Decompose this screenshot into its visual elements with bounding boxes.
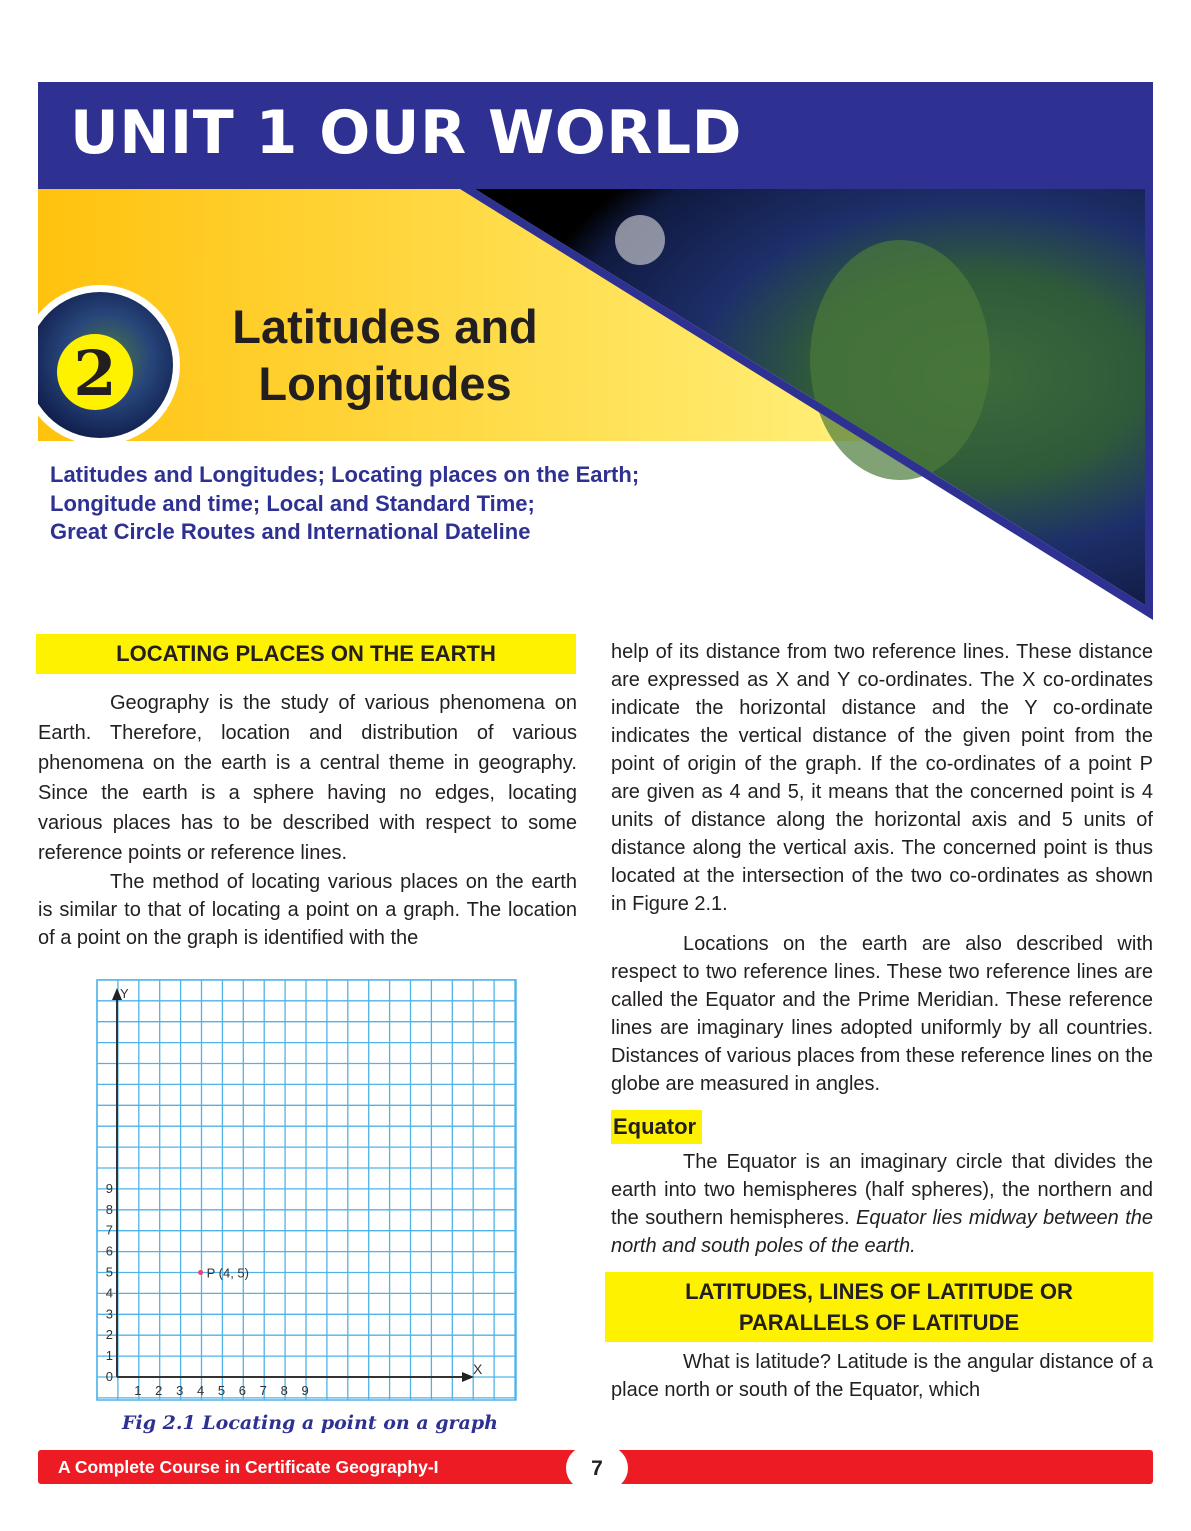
paragraph: Geography is the study of various phenomena on Earth. Therefore, location and distribution of various phenomena on the earth is a central theme in geography. Since the earth is a sphere having no edges, locating various places has to be described with respect to some reference points or reference lines. xyxy=(38,692,577,864)
paragraph-italic-text: Equator lies midway between the north and south poles of the earth. xyxy=(611,1207,1153,1257)
chapter-title-line: Longitudes xyxy=(258,357,512,410)
subheading-equator: Equator xyxy=(611,1110,702,1144)
y-tick-label: 4 xyxy=(105,1285,113,1301)
graph-figure xyxy=(96,978,520,1406)
figure-caption: Fig 2.1 Locating a point on a graph xyxy=(122,1412,498,1434)
paragraph: What is latitude? Latitude is the angular distance of a place north or south of the Equator, which xyxy=(611,1351,1153,1401)
book-title: A Complete Course in Certificate Geography-I xyxy=(58,1457,439,1477)
left-column xyxy=(38,688,577,952)
y-tick-label: 9 xyxy=(105,1180,113,1196)
x-tick-label: 1 xyxy=(134,1383,142,1398)
section-heading: LOCATING PLACES ON THE EARTH xyxy=(36,634,576,674)
x-axis-label: X xyxy=(473,1361,483,1377)
unit-title: UNIT 1 OUR WORLD xyxy=(70,98,742,168)
paragraph: Locations on the earth are also described with respect to two reference lines. These two reference lines are called the Equator and the Prime Meridian. These reference lines are imaginary lines adopted uniformly by all countries. Distances of various places from these reference lines on the globe are measured in angles. xyxy=(611,933,1153,1095)
y-tick-label: 2 xyxy=(105,1327,113,1343)
south-america-landmass xyxy=(810,240,990,480)
topic-line: Latitudes and Longitudes; Locating places on the Earth; xyxy=(50,462,640,487)
x-tick-label: 6 xyxy=(238,1383,247,1398)
x-tick-label: 9 xyxy=(301,1383,309,1398)
clouds xyxy=(615,215,665,265)
paragraph: help of its distance from two reference lines. These distance are expressed as X and Y co-ordinates. The X co-ordinates indicate the horizontal distance and the Y co-ordinate indicates the vertical distance of the given point from the point of origin of the graph. If the co-ordinates of a point P are given as 4 and 5, it means that the concerned point is 4 units of distance along the horizontal axis and 5 units of distance along the vertical axis. The concerned point is thus located at the intersection of the two co-ordinates as shown in Figure 2.1. xyxy=(611,641,1153,915)
section-heading-line: LATITUDES, LINES OF LATITUDE OR xyxy=(685,1279,1073,1304)
chapter-number: 2 xyxy=(73,337,117,410)
x-tick-label: 2 xyxy=(155,1383,163,1398)
point-label: P (4, 5) xyxy=(206,1265,249,1281)
y-tick-label: 7 xyxy=(105,1222,113,1238)
paragraph: The method of locating various places on the earth is similar to that of locating a point on a graph. The location of a point on the graph is identified with the xyxy=(38,871,577,949)
blue-right-edge xyxy=(1145,189,1153,614)
topic-line: Longitude and time; Local and Standard Time; xyxy=(50,490,535,516)
chapter-title-line: Latitudes and xyxy=(232,300,538,353)
topic-line: Great Circle Routes and International Dateline xyxy=(50,519,531,544)
section-heading-line: PARALLELS OF LATITUDE xyxy=(738,1310,1020,1335)
chapter-topics xyxy=(50,461,639,547)
y-tick-label: 1 xyxy=(105,1348,113,1364)
y-tick-label: 0 xyxy=(105,1369,113,1384)
x-tick-label: 8 xyxy=(280,1383,288,1398)
x-tick-label: 4 xyxy=(196,1383,205,1398)
chapter-title xyxy=(180,298,590,412)
point-p xyxy=(198,1270,203,1275)
page-number: 7 xyxy=(566,1446,628,1490)
x-tick-label: 5 xyxy=(217,1383,226,1398)
paragraph xyxy=(611,1148,1153,1260)
y-axis-label: Y xyxy=(120,986,129,1001)
x-tick-label: 7 xyxy=(259,1383,267,1398)
paragraph-text: The Equator is an imaginary circle that divides the earth into two hemispheres (half spheres), the northern and the southern hemispheres. xyxy=(611,1151,1153,1229)
y-tick-label: 5 xyxy=(105,1264,113,1280)
x-tick-label: 3 xyxy=(176,1383,184,1398)
y-tick-label: 3 xyxy=(105,1306,113,1322)
right-column xyxy=(611,638,1153,1404)
y-tick-label: 8 xyxy=(105,1201,113,1217)
section-heading xyxy=(605,1272,1153,1342)
y-tick-label: 6 xyxy=(105,1243,113,1259)
